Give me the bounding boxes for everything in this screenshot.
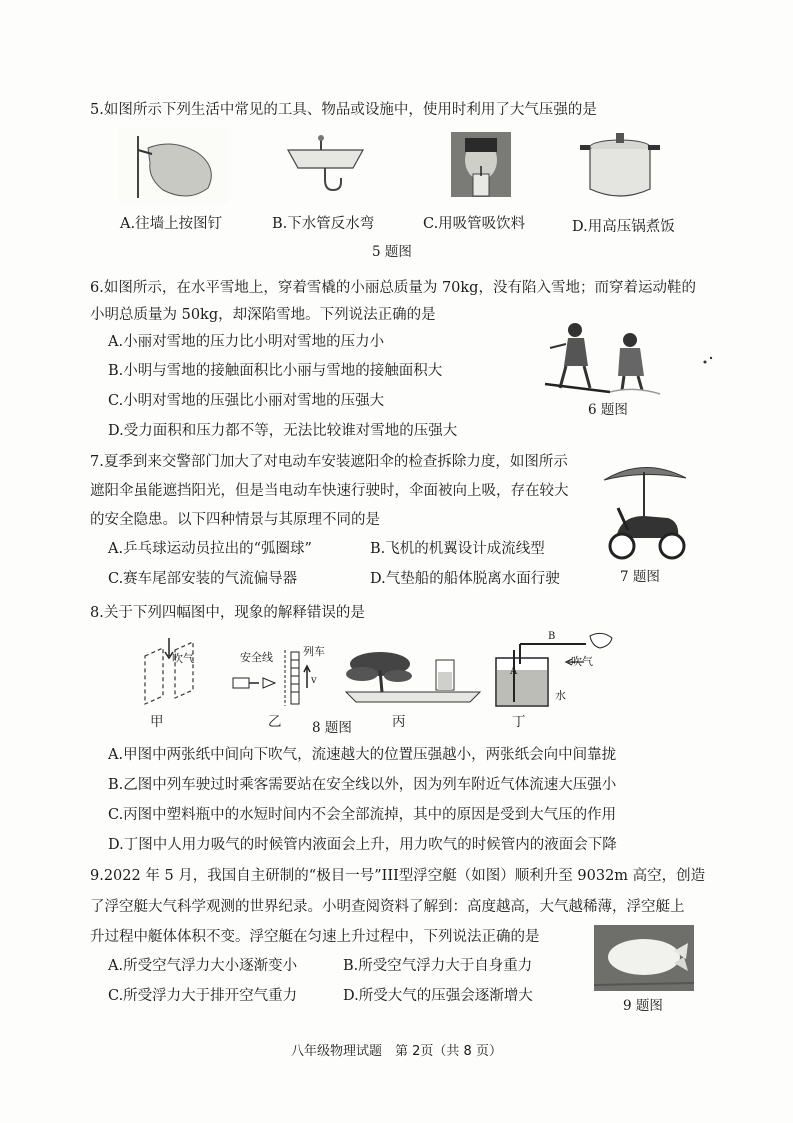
- q7-stem-line-1: 7.夏季到来交警部门加大了对电动车安装遮阳伞的检查拆除力度，如图所示: [90, 454, 568, 470]
- q9-fig-aerostat: [594, 925, 694, 991]
- q8-label-v: v: [311, 675, 317, 686]
- q8-sub-ding: 丁: [512, 714, 526, 730]
- q5-stem: 5.如图所示下列生活中常见的工具、物品或设施中，使用时利用了大气压强的是: [90, 102, 597, 118]
- q7-option-b: B.飞机的机翼设计成流线型: [370, 541, 545, 557]
- q8-option-a: A.甲图中两张纸中间向下吹气，流速越大的位置压强越小，两张纸会向中间靠拢: [108, 747, 617, 763]
- q8-sub-jia: 甲: [150, 714, 164, 730]
- q8-fig-jia-papers: [135, 626, 205, 711]
- q9-option-c: C.所受浮力大于排开空气重力: [108, 988, 298, 1004]
- q6-option-d: D.受力面积和压力都不等，无法比较谁对雪地的压强大: [108, 423, 458, 439]
- q8-label-a: A: [510, 666, 518, 677]
- q5-fig-pressure-cooker: [580, 131, 660, 203]
- q7-stem-line-2: 遮阳伞虽能遮挡阳光，但是当电动车快速行驶时，伞面被向上吸，存在较大: [90, 483, 569, 499]
- q8-label-blow-2: 吹气: [571, 655, 593, 668]
- q6-option-b: B.小明与雪地的接触面积比小丽与雪地的接触面积大: [108, 363, 443, 379]
- q9-option-b: B.所受空气浮力大于自身重力: [343, 958, 533, 974]
- q6-fig-skiers: [540, 318, 715, 398]
- q8-caption: 8 题图: [312, 720, 352, 736]
- q9-option-a: A.所受空气浮力大小逐渐变小: [108, 958, 298, 974]
- q8-label-blow: 吹气: [172, 652, 194, 665]
- q5-option-b: B.下水管反水弯: [272, 216, 375, 232]
- q5-fig-thumbtack: [118, 128, 228, 203]
- q5-option-c: C.用吸管吸饮料: [423, 216, 526, 232]
- q5-option-a: A.往墙上按图钉: [120, 216, 223, 232]
- q5-fig-straw-drinking: [451, 132, 511, 197]
- q8-option-c: C.丙图中塑料瓶中的水短时间内不会全部流掉，其中的原因是受到大气压的作用: [108, 807, 617, 823]
- page-footer: 八年级物理试题 第 2页（共 8 页）: [291, 1044, 502, 1059]
- q8-option-b: B.乙图中列车驶过时乘客需要站在安全线以外，因为列车附近气体流速大压强小: [108, 777, 617, 793]
- q9-option-d: D.所受大气的压强会逐渐增大: [343, 988, 533, 1004]
- q7-option-a: A.乒乓球运动员拉出的“弧圈球”: [108, 541, 312, 557]
- q8-sub-bing: 丙: [392, 714, 406, 730]
- q8-label-safety-line: 安全线: [240, 651, 273, 664]
- q8-label-train: 列车: [303, 645, 325, 658]
- q9-stem-line-2: 了浮空艇大气科学观测的世界纪录。小明查阅资料了解到：高度越高，大气越稀薄，浮空艇上: [90, 899, 685, 915]
- q7-stem-line-3: 的安全隐患。以下四种情景与其原理不同的是: [90, 512, 380, 528]
- q7-caption: 7 题图: [620, 569, 660, 585]
- q8-label-b: B: [548, 631, 556, 642]
- q8-stem: 8.关于下列四幅图中，现象的解释错误的是: [90, 605, 365, 621]
- q7-option-c: C.赛车尾部安装的气流偏导器: [108, 571, 298, 587]
- q8-label-water: 水: [555, 689, 566, 702]
- q9-stem-line-3: 升过程中艇体体积不变。浮空艇在匀速上升过程中，下列说法正确的是: [90, 929, 540, 945]
- q6-stem-line-1: 6.如图所示，在水平雪地上，穿着雪橇的小丽总质量为 70kg，没有陷入雪地；而穿着运动鞋的: [90, 280, 696, 296]
- q6-caption: 6 题图: [588, 402, 628, 418]
- q7-option-d: D.气垫船的船体脱离水面行驶: [370, 571, 560, 587]
- q6-option-c: C.小明对雪地的压强比小丽对雪地的压强大: [108, 393, 385, 409]
- q5-option-d: D.用高压锅煮饭: [572, 219, 675, 235]
- q8-fig-bing-bonsai: [340, 648, 485, 710]
- q8-sub-yi: 乙: [268, 714, 282, 730]
- q9-stem-line-1: 9.2022 年 5 月，我国自主研制的“极目一号”III型浮空艇（如图）顺利升至 9032m 高空，创造: [90, 868, 706, 884]
- q8-option-d: D.丁图中人用力吸气的时候管内液面会上升，用力吹气的时候管内的液面会下降: [108, 837, 617, 853]
- q5-caption: 5 题图: [372, 244, 412, 260]
- q7-fig-scooter-umbrella: [598, 458, 690, 563]
- q9-caption: 9 题图: [623, 998, 663, 1014]
- q6-stem-line-2: 小明总质量为 50kg，却深陷雪地。下列说法正确的是: [90, 307, 436, 323]
- q5-fig-sink: [283, 128, 368, 198]
- q6-option-a: A.小丽对雪地的压力比小明对雪地的压力小: [108, 334, 385, 350]
